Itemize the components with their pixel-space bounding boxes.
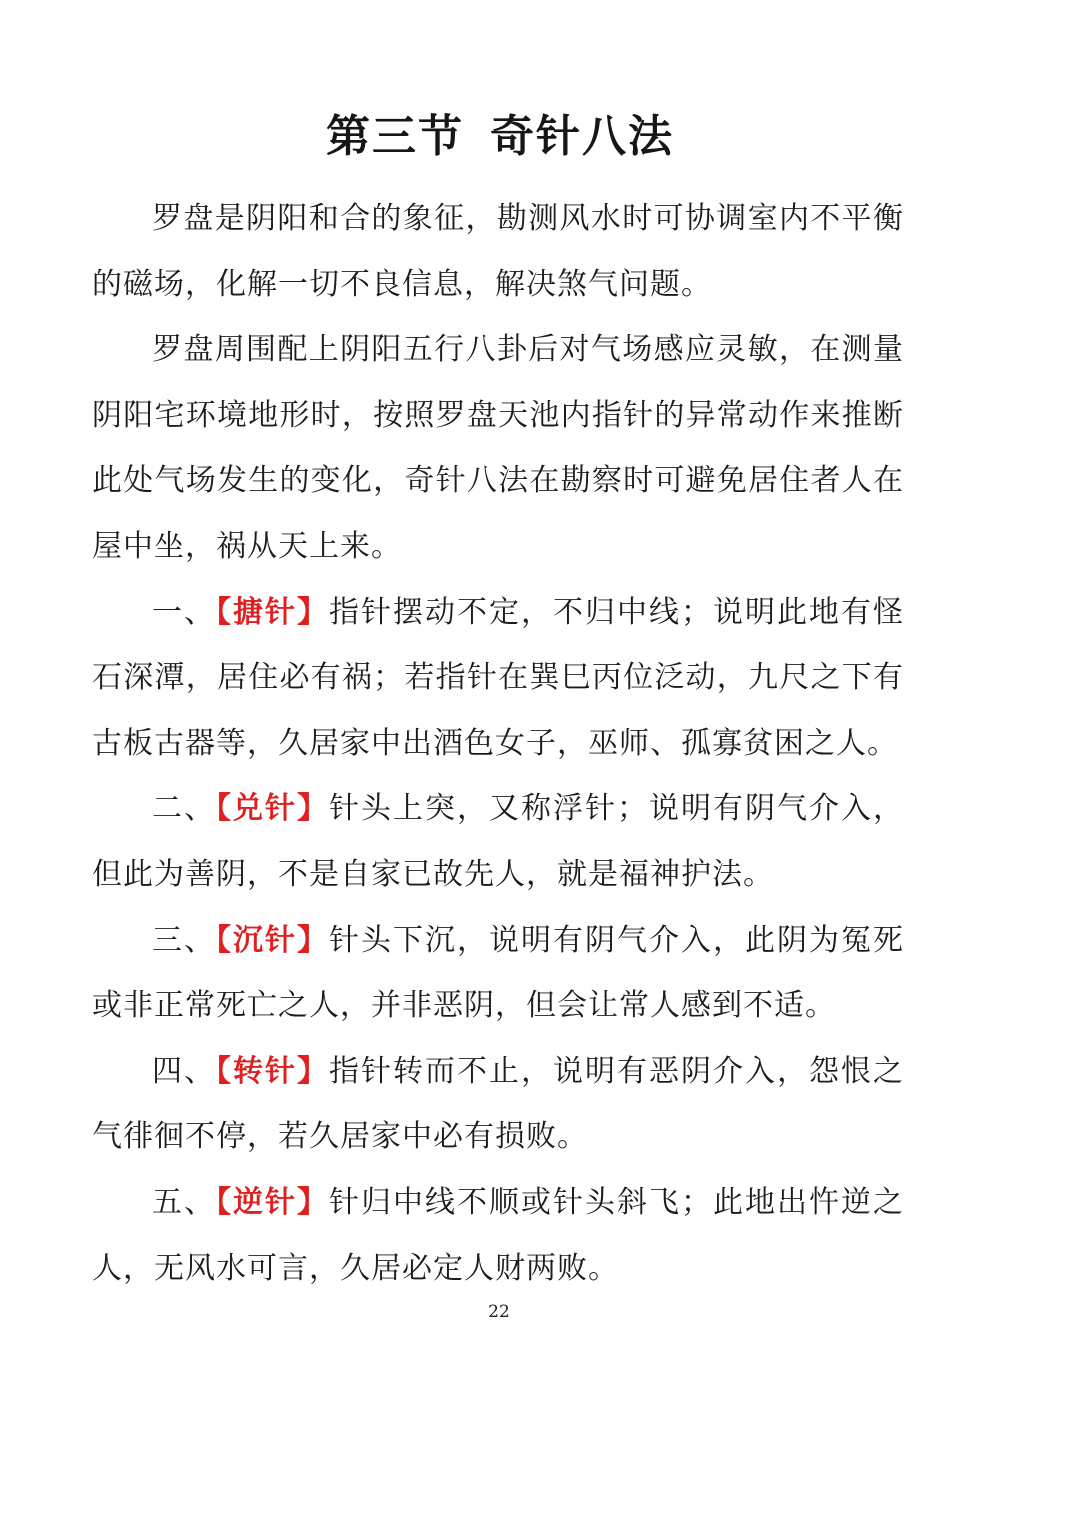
item-term: 【逆针】	[216, 1184, 329, 1220]
item-number: 五、	[152, 1184, 216, 1220]
body-text	[92, 186, 904, 1301]
intro-paragraph-2: 罗盘周围配上阴阳五行八卦后对气场感应灵敏，在测量阴阳宅环境地形时，按照罗盘天池内指针的异常动作来推断此处气场发生的变化，奇针八法在勘察时可避免居住者人在屋中坐，祸从天上来。	[92, 332, 904, 564]
item-term: 【搪针】	[216, 594, 329, 630]
intro-paragraph-1: 罗盘是阴阳和合的象征，勘测风水时可协调室内不平衡的磁场，化解一切不良信息，解决煞气问题。	[92, 201, 904, 302]
section-heading: 奇针八法	[490, 111, 674, 162]
section-number: 第三节	[326, 111, 464, 162]
list-item-chen-needle	[92, 908, 904, 1039]
list-item-ni-needle	[92, 1170, 904, 1301]
page-number: 22	[488, 1302, 510, 1322]
list-item-tang-needle	[92, 580, 904, 777]
item-number: 四、	[152, 1053, 216, 1089]
item-text: 针头上突，又称浮针；说明有阴气介入，但此为善阴，不是自家已故先人，就是福神护法。	[92, 791, 904, 892]
list-item-dui-needle	[92, 776, 904, 907]
item-text: 指针摆动不定，不归中线；说明此地有怪石深潭，居住必有祸；若指针在巽巳丙位泛动，九尺之下有古板古器等，久居家中出酒色女子，巫师、孤寡贫困之人。	[92, 594, 904, 761]
list-item-zhuan-needle	[92, 1039, 904, 1170]
item-number: 三、	[152, 922, 216, 958]
item-term: 【沉针】	[216, 922, 329, 958]
item-number: 二、	[152, 791, 216, 827]
item-term: 【转针】	[216, 1053, 329, 1089]
item-text: 指针转而不止，说明有恶阴介入，怨恨之气徘徊不停，若久居家中必有损败。	[92, 1053, 904, 1155]
item-term: 【兑针】	[216, 791, 329, 827]
item-text: 针归中线不顺或针头斜飞；此地出忤逆之人，无风水可言，久居必定人财两败。	[92, 1184, 904, 1286]
item-number: 一、	[152, 594, 216, 630]
item-text: 针头下沉，说明有阴气介入，此阴为冤死或非正常死亡之人，并非恶阴，但会让常人感到不适。	[92, 922, 904, 1024]
section-title	[0, 100, 1000, 164]
